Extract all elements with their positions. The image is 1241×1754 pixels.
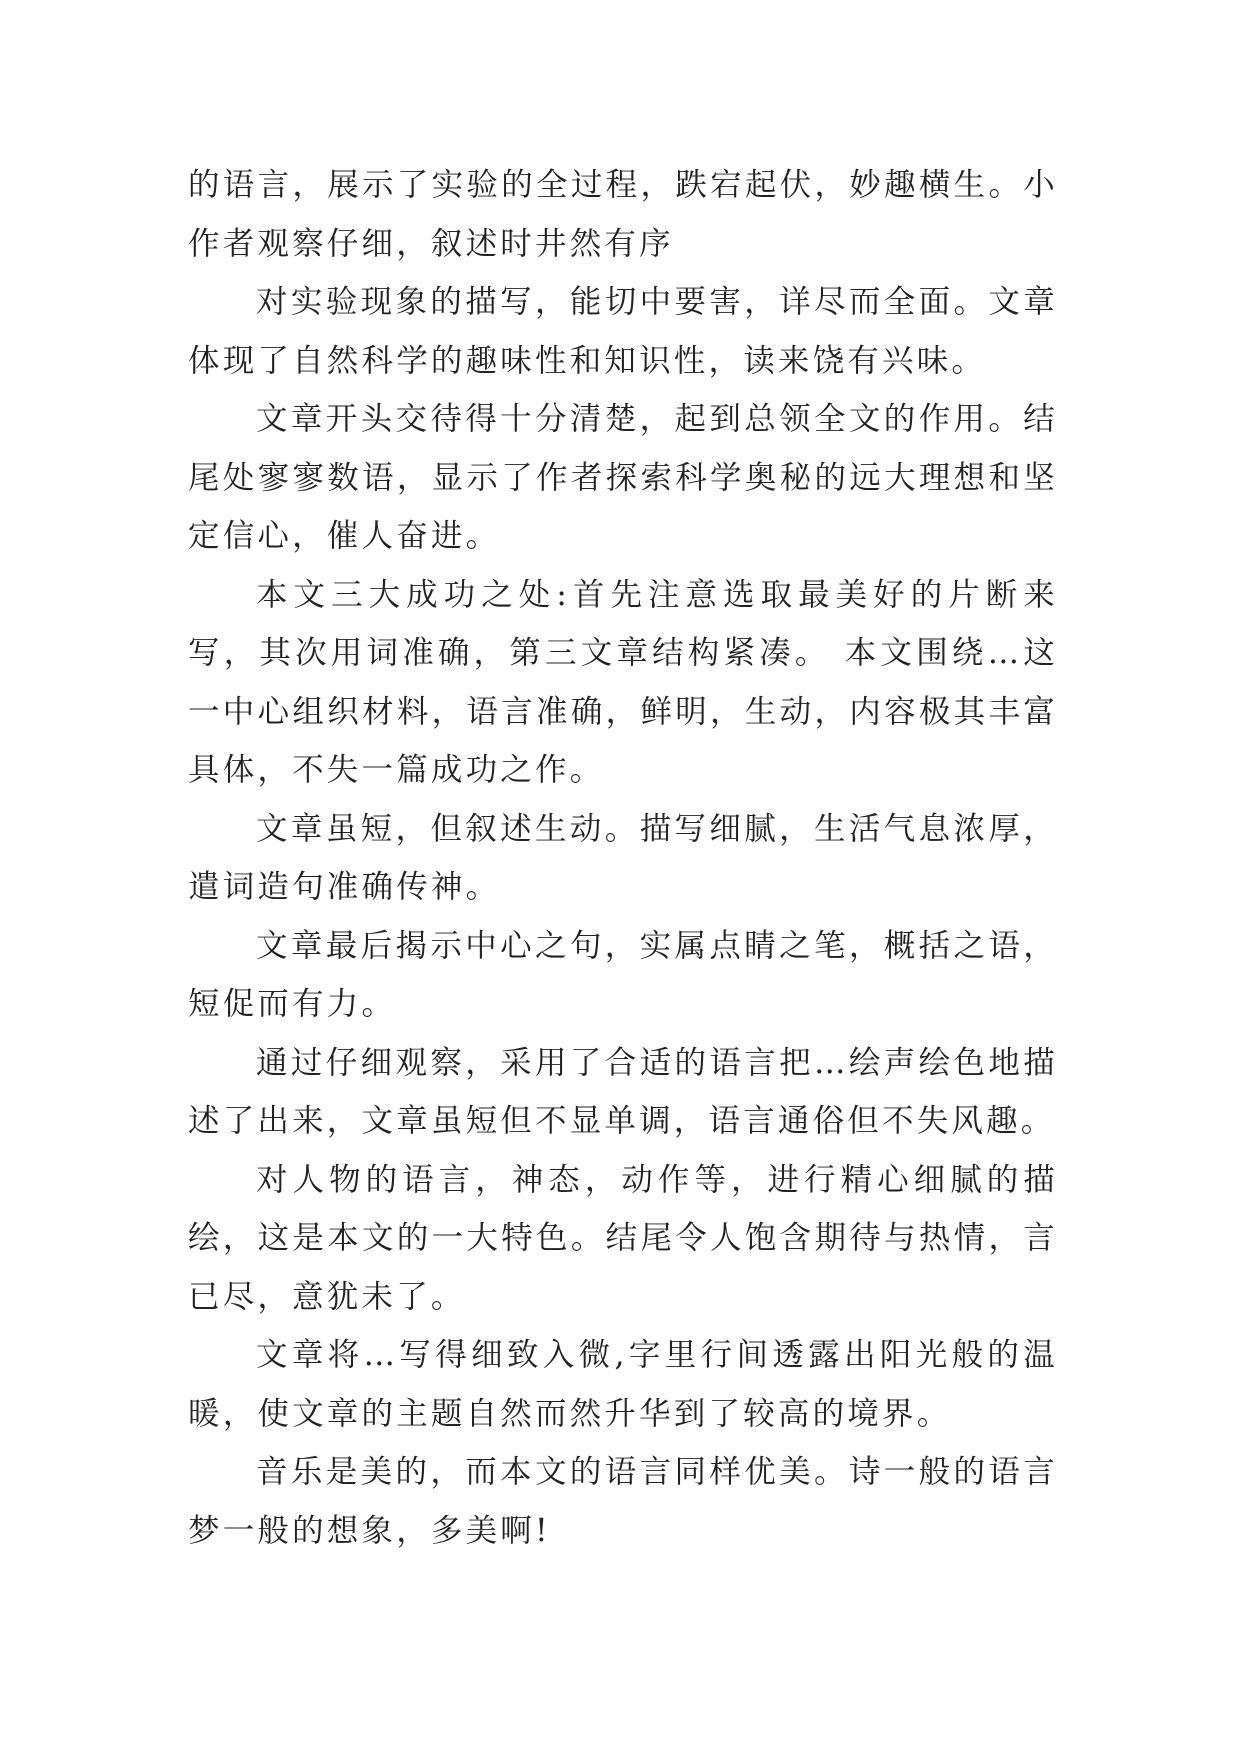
paragraph: 音乐是美的，而本文的语言同样优美。诗一般的语言梦一般的想象，多美啊! <box>188 1454 1058 1549</box>
paragraph: 对实验现象的描写，能切中要害，详尽而全面。文章体现了自然科学的趣味性和知识性，读来饶有兴味。 <box>188 284 1058 379</box>
paragraph: 文章最后揭示中心之句，实属点睛之笔，概括之语，短促而有力。 <box>188 927 1058 1022</box>
body-text <box>188 156 1058 1560</box>
paragraph: 文章虽短，但叙述生动。描写细腻，生活气息浓厚，遣词造句准确传神。 <box>188 810 1058 905</box>
paragraph: 对人物的语言，神态，动作等，进行精心细腻的描绘，这是本文的一大特色。结尾令人饱含期待与热情，言已尽，意犹未了。 <box>188 1161 1058 1315</box>
paragraph: 通过仔细观察，采用了合适的语言把…绘声绘色地描述了出来，文章虽短但不显单调，语言通俗但不失风趣。 <box>188 1044 1058 1139</box>
paragraph: 文章开头交待得十分清楚，起到总领全文的作用。结尾处寥寥数语，显示了作者探索科学奥秘的远大理想和坚定信心，催人奋进。 <box>188 401 1058 554</box>
paragraph-continuation: 的语言，展示了实验的全过程，跌宕起伏，妙趣横生。小作者观察仔细，叙述时井然有序 <box>188 167 1058 262</box>
paragraph: 文章将…写得细致入微,字里行间透露出阳光般的温暖，使文章的主题自然而然升华到了较高的境界。 <box>188 1337 1058 1432</box>
paragraph: 本文三大成功之处:首先注意选取最美好的片断来写，其次用词准确，第三文章结构紧凑。 本文围绕…这一中心组织材料，语言准确，鲜明，生动，内容极其丰富具体，不失一篇成功之作。 <box>188 576 1058 788</box>
